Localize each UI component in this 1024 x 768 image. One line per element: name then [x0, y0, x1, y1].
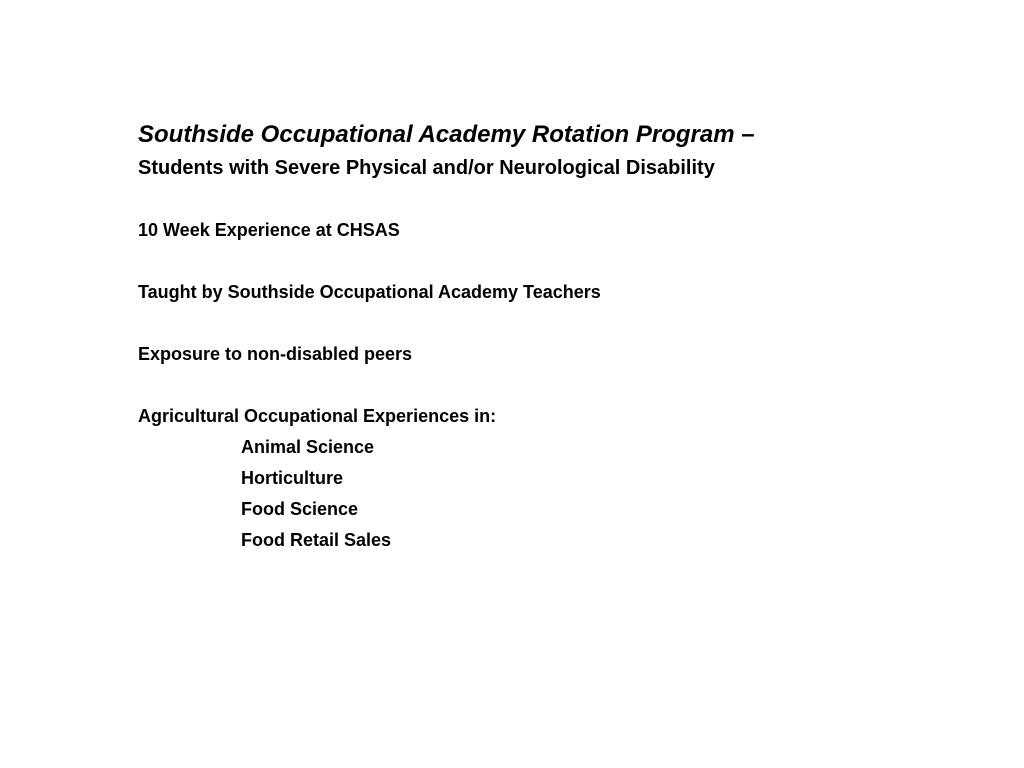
spacer: [138, 308, 998, 339]
point-teachers: Taught by Southside Occupational Academy Teachers: [138, 282, 601, 302]
title-dash: –: [734, 121, 755, 148]
slide-content: [138, 118, 998, 556]
title-program-name: Southside Occupational Academy Rotation Program: [138, 121, 735, 148]
slide-title: [138, 118, 998, 152]
slide-subtitle: Students with Severe Physical and/or Neurological Disability: [138, 157, 715, 179]
point-experiences-heading: Agricultural Occupational Experiences in:: [138, 406, 497, 426]
point-duration: 10 Week Experience at CHSAS: [138, 220, 400, 240]
spacer: [138, 182, 998, 215]
spacer: [138, 370, 998, 401]
experience-horticulture: Horticulture: [241, 468, 344, 488]
experience-animal-science: Animal Science: [241, 437, 375, 457]
point-peers: Exposure to non-disabled peers: [138, 344, 413, 364]
experience-food-science: Food Science: [241, 499, 359, 519]
experience-food-retail-sales: Food Retail Sales: [241, 530, 392, 550]
spacer: [138, 246, 998, 277]
experiences-list: [138, 432, 998, 556]
